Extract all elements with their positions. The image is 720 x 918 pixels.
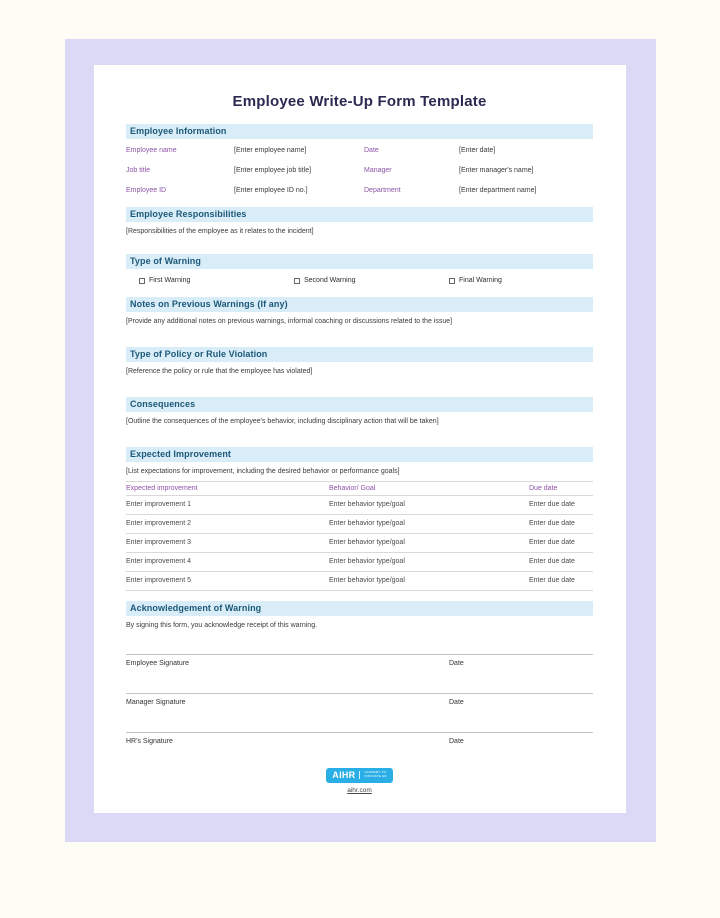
due-date-cell: Enter due date: [529, 577, 575, 584]
section-acknowledgement: [126, 601, 593, 745]
info-row-name-date: [126, 141, 593, 161]
logo-divider: [359, 771, 360, 779]
section-type-of-warning: [126, 254, 593, 284]
date-label: Date: [364, 147, 379, 154]
improvement-cell: Enter improvement 2: [126, 520, 191, 527]
checkbox-second-warning[interactable]: [294, 277, 449, 284]
behavior-cell: Enter behavior type/goal: [329, 539, 405, 546]
table-row: [126, 553, 593, 572]
manager-placeholder: [Enter manager's name]: [459, 167, 534, 174]
table-row: [126, 496, 593, 515]
manager-signature-block: [126, 693, 593, 706]
employee-signature-label: Employee Signature: [126, 660, 190, 667]
section-header-employee-information: Employee Information: [126, 124, 593, 139]
expected-improvement-note: [List expectations for improvement, including the desired behavior or performance goals]: [126, 468, 400, 475]
aihr-link[interactable]: aihr.com: [347, 787, 372, 794]
improvement-cell: Enter improvement 4: [126, 558, 191, 565]
table-row: [126, 534, 593, 553]
policy-violation-note: [Reference the policy or rule that the employee has violated]: [126, 368, 313, 375]
checkbox-first-warning[interactable]: [139, 277, 294, 284]
behavior-cell: Enter behavior type/goal: [329, 501, 405, 508]
signature-labels-row: [126, 694, 593, 706]
logo-sub-line2: INNOVATE HR: [364, 774, 387, 778]
info-row-jobtitle-manager: [126, 161, 593, 181]
behavior-cell: Enter behavior type/goal: [329, 558, 405, 565]
warning-options-row: [139, 277, 593, 284]
section-employee-information: [126, 124, 593, 201]
date-label: Date: [449, 660, 464, 667]
logo-sub-line1: ACADEMY TO: [364, 770, 387, 775]
employee-signature-block: [126, 654, 593, 667]
due-date-cell: Enter due date: [529, 501, 575, 508]
due-date-cell: Enter due date: [529, 558, 575, 565]
document-page: [94, 65, 626, 813]
col-expected-improvement: Expected improvement: [126, 485, 198, 492]
checkbox-final-warning[interactable]: [449, 277, 593, 284]
section-header-acknowledgement: Acknowledgement of Warning: [126, 601, 593, 616]
job-title-label: Job title: [126, 167, 151, 174]
page-title: Employee Write-Up Form Template: [232, 93, 487, 110]
date-label: Date: [449, 738, 464, 745]
final-warning-label: Final Warning: [459, 277, 502, 284]
signature-labels-row: [126, 733, 593, 745]
section-header-consequences: Consequences: [126, 397, 593, 412]
improvement-cell: Enter improvement 1: [126, 501, 191, 508]
footer: [126, 765, 593, 794]
due-date-cell: Enter due date: [529, 539, 575, 546]
first-warning-label: First Warning: [149, 277, 191, 284]
col-due-date: Due date: [529, 485, 558, 492]
section-header-employee-responsibilities: Employee Responsibilities: [126, 207, 593, 222]
second-warning-label: Second Warning: [304, 277, 356, 284]
manager-signature-label: Manager Signature: [126, 699, 186, 706]
col-behavior-goal: Behavior/ Goal: [329, 485, 376, 492]
section-expected-improvement: [126, 447, 593, 591]
department-label: Department: [364, 187, 401, 194]
job-title-placeholder: [Enter employee job title]: [234, 167, 312, 174]
checkbox-icon[interactable]: [139, 278, 145, 284]
improvement-table-header: [126, 482, 593, 496]
due-date-cell: Enter due date: [529, 520, 575, 527]
table-row: [126, 572, 593, 591]
checkbox-icon[interactable]: [449, 278, 455, 284]
hr-signature-block: [126, 732, 593, 745]
manager-label: Manager: [364, 167, 392, 174]
behavior-cell: Enter behavior type/goal: [329, 520, 405, 527]
table-row: [126, 515, 593, 534]
previous-warnings-note: [Provide any additional notes on previous warnings, informal coaching or discussions related to the issue]: [126, 318, 453, 325]
signature-labels-row: [126, 655, 593, 667]
improvement-table: [126, 481, 593, 591]
employee-id-label: Employee ID: [126, 187, 167, 194]
behavior-cell: Enter behavior type/goal: [329, 577, 405, 584]
employee-name-label: Employee name: [126, 147, 177, 154]
section-previous-warnings: [126, 297, 593, 325]
aihr-logo-subtext: [364, 771, 386, 778]
aihr-logo: [326, 768, 392, 783]
lavender-mat: [65, 39, 656, 842]
date-placeholder: [Enter date]: [459, 147, 496, 154]
improvement-cell: Enter improvement 3: [126, 539, 191, 546]
consequences-note: [Outline the consequences of the employee's behavior, including disciplinary action that will be taken]: [126, 418, 439, 425]
employee-info-grid: [126, 141, 593, 201]
section-header-expected-improvement: Expected Improvement: [126, 447, 593, 462]
date-label: Date: [449, 699, 464, 706]
info-row-id-department: [126, 181, 593, 201]
aihr-logo-text: AIHR: [332, 770, 356, 780]
section-policy-violation: [126, 347, 593, 375]
section-employee-responsibilities: [126, 207, 593, 235]
hr-signature-label: HR's Signature: [126, 738, 173, 745]
section-header-type-of-warning: Type of Warning: [126, 254, 593, 269]
improvement-cell: Enter improvement 5: [126, 577, 191, 584]
employee-name-placeholder: [Enter employee name]: [234, 147, 307, 154]
employee-id-placeholder: [Enter employee ID no.]: [234, 187, 308, 194]
acknowledgement-note: By signing this form, you acknowledge receipt of this warning.: [126, 622, 318, 629]
employee-responsibilities-note: [Responsibilities of the employee as it relates to the incident]: [126, 228, 314, 235]
department-placeholder: [Enter department name]: [459, 187, 537, 194]
section-header-policy-violation: Type of Policy or Rule Violation: [126, 347, 593, 362]
section-header-previous-warnings: Notes on Previous Warnings (If any): [126, 297, 593, 312]
checkbox-icon[interactable]: [294, 278, 300, 284]
section-consequences: [126, 397, 593, 425]
